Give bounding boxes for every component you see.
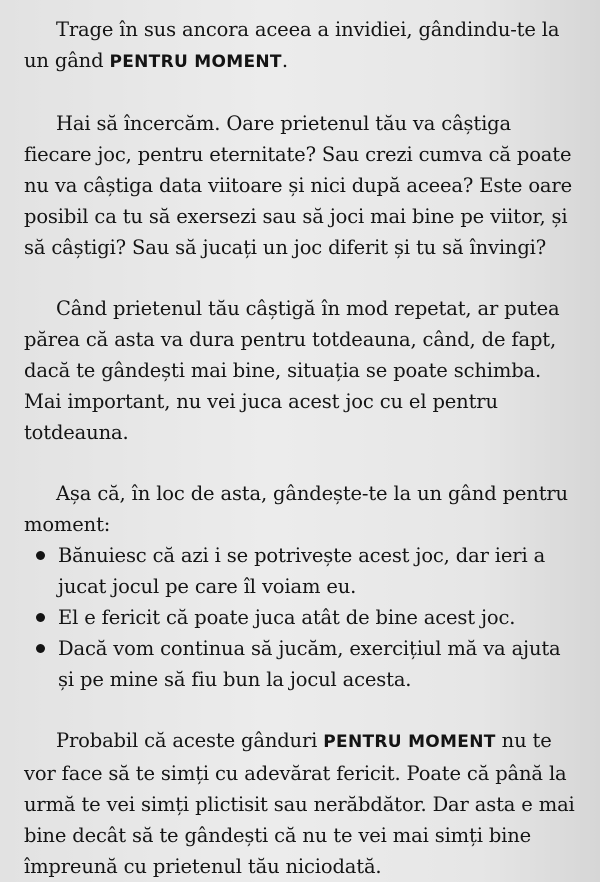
paragraph-gap	[24, 263, 582, 293]
list-item-text: Dacă vom continua să jucăm, exercițiul mă va ajuta și pe mine să fiu bun la jocul acesta.	[58, 637, 561, 691]
list-item-text: Bănuiesc că azi i se potrivește acest joc, dar ieri a jucat jocul pe care îl voiam eu.	[58, 544, 546, 598]
paragraph-anchor	[24, 14, 582, 78]
emphasis-pentru-moment: PENTRU MOMENT	[109, 52, 282, 72]
paragraph-gap	[24, 78, 582, 108]
bullet-icon	[36, 613, 45, 622]
paragraph-conclusion	[24, 725, 582, 882]
list-item	[58, 633, 582, 695]
paragraph-anchor-text: Trage în sus ancora aceea a invidiei, gândindu-te la un gând	[24, 18, 560, 72]
bullet-icon	[36, 644, 45, 653]
paragraph-gap	[24, 695, 582, 725]
paragraph-instead: Așa că, în loc de asta, gândește-te la un gând pentru moment:	[24, 482, 568, 536]
thought-list	[24, 540, 582, 695]
paragraph-lets-try: Hai să încercăm. Oare prietenul tău va câștiga fiecare joc, pentru eternitate? Sau crezi cumva că poate nu va câștiga data viitoare și nici după aceea? Este oare posibil ca tu să exersezi sau să joci mai bine pe viitor, și să câștigi? Sau să jucați un joc diferit și tu să învingi?	[24, 112, 572, 259]
list-item	[58, 602, 582, 633]
paragraph-friend-wins: Când prietenul tău câștigă în mod repetat, ar putea părea că asta va dura pentru totdeauna, când, de fapt, dacă te gândești mai bine, situația se poate schimba. Mai important, nu vei juca acest joc cu el pentru totdeauna.	[24, 297, 560, 444]
paragraph-gap	[24, 448, 582, 478]
list-item-text: El e fericit că poate juca atât de bine acest joc.	[58, 606, 516, 629]
list-item	[58, 540, 582, 602]
bullet-icon	[36, 551, 45, 560]
emphasis-pentru-moment: PENTRU MOMENT	[323, 732, 496, 752]
paragraph-conclusion-text: nu te vor face să te simți cu adevărat fericit. Poate că până la urmă te vei simți plictisit sau nerăbdător. Dar asta e mai bine decât să te gândești că nu te vei mai simți bine împreună cu prietenul tău niciodată.	[24, 729, 575, 878]
paragraph-conclusion-start: Probabil că aceste gânduri	[56, 729, 324, 752]
paragraph-anchor-end: .	[281, 49, 288, 72]
